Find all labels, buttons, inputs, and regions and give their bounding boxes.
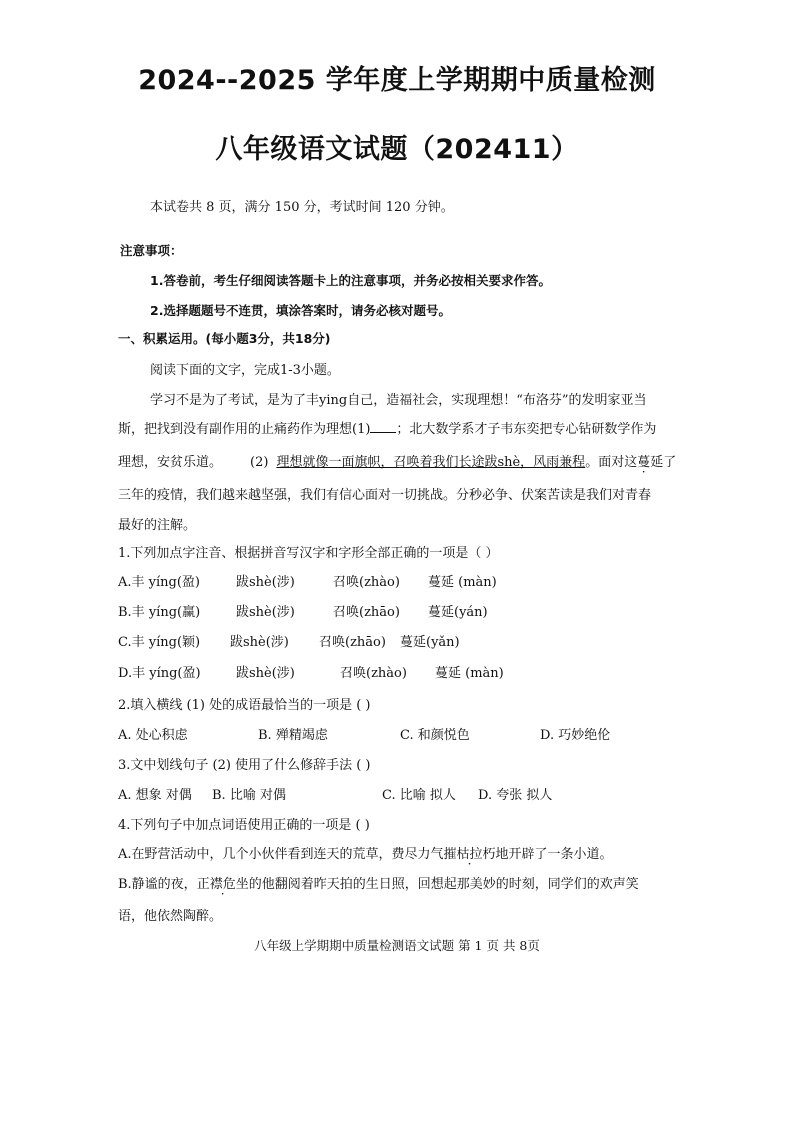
q3-option-a: A. 想象 对偶 xyxy=(118,788,192,803)
option-d-part-3: 召唤(zhào) xyxy=(340,666,407,681)
answer-blank-1 xyxy=(370,421,396,433)
q4-b-text-end: 的他翻阅着昨天拍的生日照，回想起那美妙的时刻，同学们的欢声笑 xyxy=(248,877,639,892)
option-b-part-4: 蔓延(yán) xyxy=(428,605,488,620)
notice-item-1: 1.答卷前，考生仔细阅读答题卡上的注意事项，并务必按相关要求作答。 xyxy=(150,273,551,288)
underlined-sentence: 理想就像一面旗帜，召唤着我们长途跋shè，风雨兼程 xyxy=(276,455,586,470)
option-d-part-1: D.丰 yíng(盈) xyxy=(118,666,201,681)
option-a-part-3: 召唤(zhào) xyxy=(333,575,400,590)
q2-option-b: B. 殚精竭虑 xyxy=(258,728,328,743)
option-b-part-2: 跋shè(涉) xyxy=(236,605,295,620)
marker-2: (2) xyxy=(250,455,269,470)
passage-line-3 xyxy=(118,451,676,470)
q4-b-text: B.静谧的夜， xyxy=(118,877,197,892)
exam-subtitle: 八年级语文试题（202411） xyxy=(215,134,579,165)
option-b-part-3: 召唤(zhāo) xyxy=(333,605,400,620)
question-4-option-b-cont: 语，他依然陶醉。 xyxy=(118,909,223,924)
q2-option-a: A. 处心积虑 xyxy=(118,728,188,743)
question-4-option-a xyxy=(118,843,613,862)
notice-heading: 注意事项： xyxy=(120,243,183,258)
option-c-part-4: 蔓延(yǎn) xyxy=(400,635,460,650)
q4-a-text: A.在野营活动中，几个小伙伴看到连天的荒草，费尽力气 xyxy=(118,847,444,862)
passage-line-3-text: 理想，安贫乐道。 xyxy=(118,455,223,470)
question-3-stem: 3.文中划线句子 (2) 使用了什么修辞手法 ( ) xyxy=(118,758,371,773)
q4-a-text-end: 地开辟了一条小道。 xyxy=(495,847,613,862)
question-1-stem: 1.下列加点字注音、根据拼音写汉字和字形全部正确的一项是（ ） xyxy=(118,546,499,561)
q2-option-d: D. 巧妙绝伦 xyxy=(540,728,611,743)
page-footer: 八年级上学期期中质量检测语文试题 第 1 页 共 8页 xyxy=(254,938,540,953)
dotted-char-man: 蔓 xyxy=(637,455,651,470)
exam-title: 2024--2025 学年度上学期期中质量检测 xyxy=(138,65,656,96)
passage-line-3-text-f: 延了 xyxy=(650,455,677,470)
option-d-part-4: 蔓延 (màn) xyxy=(435,666,504,681)
q2-option-c: C. 和颜悦色 xyxy=(400,728,470,743)
passage-line-2-text: 斯，把找到没有副作用的止痛药作为理想(1) xyxy=(118,422,371,437)
q3-option-b: B. 比喻 对偶 xyxy=(212,788,286,803)
notice-item-2: 2.选择题题号不连贯，填涂答案时，请务必核对题号。 xyxy=(150,303,451,318)
q3-option-d: D. 夸张 拟人 xyxy=(478,788,553,803)
passage-line-3-text-d: 。面对这 xyxy=(585,455,638,470)
question-4-stem: 4.下列句子中加点词语使用正确的一项是 ( ) xyxy=(118,818,370,833)
passage-line-2 xyxy=(118,418,656,437)
option-a-part-2: 跋shè(涉) xyxy=(236,575,295,590)
exam-intro: 本试卷共 8 页，满分 150 分，考试时间 120 分钟。 xyxy=(150,200,454,215)
option-b-part-1: B.丰 yíng(赢) xyxy=(118,605,201,620)
question-4-option-b xyxy=(118,873,639,892)
section-1-heading: 一、积累运用。(每小题3分，共18分) xyxy=(118,331,331,346)
question-2-stem: 2.填入横线 (1) 处的成语最恰当的一项是 ( ) xyxy=(118,698,371,713)
option-a-part-1: A.丰 yíng(盈) xyxy=(118,575,200,590)
option-c-part-2: 跋shè(涉) xyxy=(230,635,289,650)
passage-line-1: 学习不是为了考试，是为了丰ying自己，造福社会，实现理想！“布洛芬”的发明家亚当 xyxy=(150,393,647,408)
passage-line-2-text-b: ；北大数学系才子韦东奕把专心钻研数学作为 xyxy=(396,422,657,437)
reading-instruction: 阅读下面的文字，完成1-3小题。 xyxy=(150,363,340,378)
option-c-part-1: C.丰 yíng(颖) xyxy=(118,635,201,650)
option-c-part-3: 召唤(zhāo) xyxy=(319,635,386,650)
dotted-phrase-a: 摧枯拉朽 xyxy=(443,847,496,862)
option-d-part-2: 跋shè(涉) xyxy=(236,666,295,681)
passage-line-4: 三年的疫情，我们越来越坚强，我们有信心面对一切挑战。分秒必争、伏案苦读是我们对青春 xyxy=(118,488,652,503)
dotted-phrase-b: 正襟危坐 xyxy=(196,877,249,892)
passage-line-5: 最好的注解。 xyxy=(118,518,197,533)
q3-option-c: C. 比喻 拟人 xyxy=(382,788,456,803)
option-a-part-4: 蔓延 (màn) xyxy=(428,575,497,590)
